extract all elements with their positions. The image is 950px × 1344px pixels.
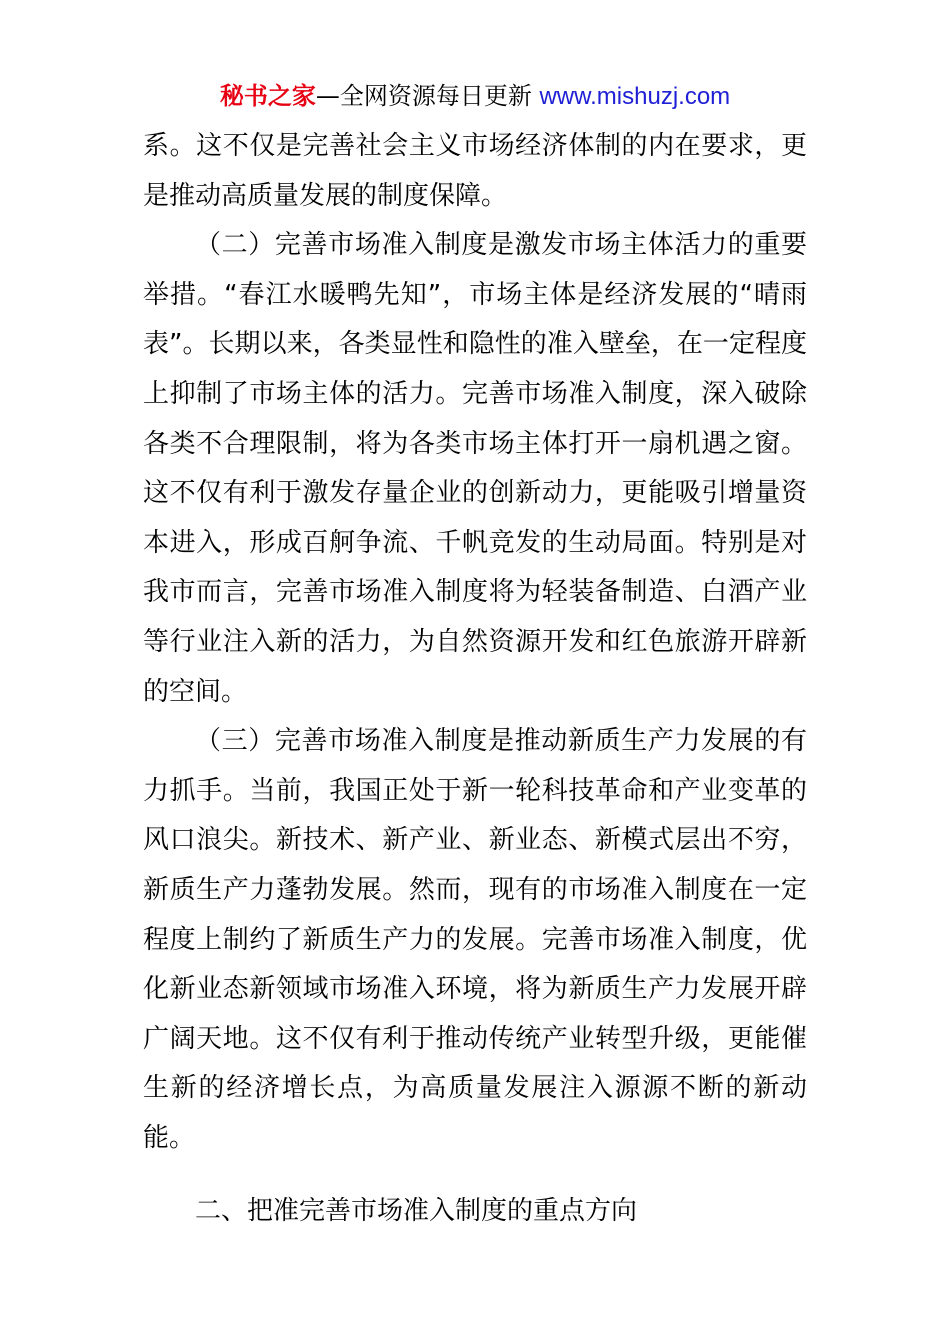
header-tagline: —全网资源每日更新 <box>315 82 532 110</box>
document-body <box>143 122 807 1237</box>
paragraph-section-two: （二）完善市场准入制度是激发市场主体活力的重要举措。“春江水暖鸭先知”，市场主体是经济发展的“晴雨表”。长期以来，各类显性和隐性的准入壁垒，在一定程度上抑制了市场主体的活力。完善市场准入制度，深入破除各类不合理限制，将为各类市场主体打开一扇机遇之窗。这不仅有利于激发存量企业的创新动力，更能吸引增量资本进入，形成百舸争流、千帆竞发的生动局面。特别是对我市而言，完善市场准入制度将为轻装备制造、白酒产业等行业注入新的活力，为自然资源开发和红色旅游开辟新的空间。 <box>143 230 807 707</box>
header-brand: 秘书之家 <box>219 82 316 110</box>
section-heading: 二、把准完善市场准入制度的重点方向 <box>195 1196 638 1227</box>
paragraph-section-three: （三）完善市场准入制度是推动新质生产力发展的有力抓手。当前，我国正处于新一轮科技革命和产业变革的风口浪尖。新技术、新产业、新业态、新模式层出不穷，新质生产力蓬勃发展。然而，现有的市场准入制度在一定程度上制约了新质生产力的发展。完善市场准入制度，优化新业态新领域市场准入环境，将为新质生产力发展开辟广阔天地。这不仅有利于推动传统产业转型升级，更能催生新的经济增长点，为高质量发展注入源源不断的新动能。 <box>143 726 807 1153</box>
header-site-link[interactable]: www.mishuzj.com <box>539 83 731 110</box>
page-header <box>0 80 950 113</box>
paragraph-continuation: 系。这不仅是完善社会主义市场经济体制的内在要求，更是推动高质量发展的制度保障。 <box>143 131 807 211</box>
